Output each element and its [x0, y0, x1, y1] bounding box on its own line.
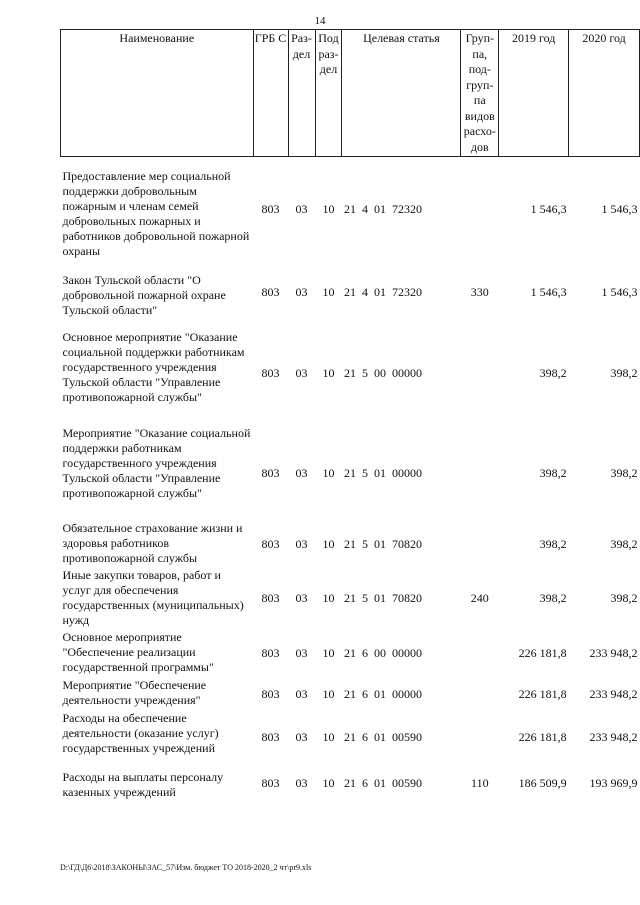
row-podrazdel: 10 — [322, 202, 335, 217]
header-grbs: ГРБ С — [253, 30, 288, 157]
row-name: Основное мероприятие "Оказание социальной поддержки работникам государственного учреждения Тульской области "Управление противопожарной службы" — [62, 329, 245, 404]
row-razdel: 03 — [295, 366, 308, 380]
row-grbs: 803 — [261, 686, 280, 701]
row-2019: 398,2 — [539, 536, 567, 551]
row-2020: 1 546,3 — [601, 284, 638, 299]
row-target: 21 5 01 70820 — [343, 591, 422, 605]
row-grbs: 803 — [261, 729, 280, 744]
row-2020: 233 948,2 — [589, 646, 638, 660]
row-razdel: 03 — [295, 202, 308, 217]
row-target: 21 6 01 00000 — [343, 686, 422, 701]
row-podrazdel: 10 — [322, 536, 335, 551]
header-podrazdel: Под раз-дел — [315, 30, 342, 157]
row-2020: 398,2 — [610, 536, 638, 551]
file-path-footer: D:\ГД\Д6\2018\ЗАКОНЫ\ЗАС_57\Изм. бюджет ТО 2018-2020_2 чт\pr9.xls — [60, 863, 312, 872]
row-group — [461, 678, 499, 711]
row-group: 330 — [470, 284, 489, 299]
row-name: Мероприятие "Оказание социальной поддержки работникам государственного учреждения Тульской области "Управление противопожарной службы" — [62, 425, 251, 500]
row-podrazdel: 10 — [322, 465, 335, 480]
row-target: 21 6 01 00590 — [343, 729, 422, 744]
row-group — [461, 630, 499, 678]
table-row — [61, 157, 640, 263]
table-row — [61, 322, 640, 426]
row-grbs: 803 — [261, 646, 280, 660]
row-name: Иные закупки товаров, работ и услуг для обеспечения государственных (муниципальных) нужд — [62, 567, 244, 627]
row-podrazdel: 10 — [322, 729, 335, 744]
row-razdel: 03 — [295, 284, 308, 299]
row-razdel: 03 — [295, 729, 308, 744]
row-group: 240 — [470, 591, 489, 605]
row-2019: 1 546,3 — [530, 284, 567, 299]
row-2019: 226 181,8 — [518, 729, 567, 744]
row-2019: 226 181,8 — [518, 646, 567, 660]
header-2020: 2020 год — [569, 30, 640, 157]
row-podrazdel: 10 — [322, 686, 335, 701]
header-group: Груп-па, под-груп-па видов расхо-дов — [461, 30, 499, 157]
row-group — [461, 521, 499, 568]
header-2019: 2019 год — [499, 30, 569, 157]
row-target: 21 5 00 00000 — [343, 366, 422, 380]
row-grbs: 803 — [261, 536, 280, 551]
row-2019: 226 181,8 — [518, 686, 567, 701]
row-2019: 186 509,9 — [518, 776, 567, 790]
row-name: Основное мероприятие "Обеспечение реализации государственной программы" — [62, 629, 214, 674]
row-2019: 1 546,3 — [530, 202, 567, 217]
table-row — [61, 630, 640, 678]
row-name: Закон Тульской области "О добровольной пожарной охране Тульской области" — [62, 272, 226, 317]
row-razdel: 03 — [295, 536, 308, 551]
row-2020: 1 546,3 — [601, 202, 638, 217]
row-razdel: 03 — [295, 646, 308, 660]
row-podrazdel: 10 — [322, 366, 335, 380]
row-target: 21 5 01 70820 — [343, 536, 422, 551]
row-group — [461, 322, 499, 426]
header-target: Целевая статья — [342, 30, 461, 157]
row-podrazdel: 10 — [322, 646, 335, 660]
table-row — [61, 678, 640, 711]
row-grbs: 803 — [261, 465, 280, 480]
table-header-row — [61, 30, 640, 157]
table-row — [61, 568, 640, 630]
row-group: 110 — [471, 776, 489, 790]
table-row — [61, 711, 640, 764]
header-name: Наименование — [61, 30, 254, 157]
row-razdel: 03 — [295, 465, 308, 480]
row-name: Мероприятие "Обеспечение деятельности учреждения" — [62, 677, 207, 707]
row-name: Расходы на выплаты персоналу казенных учреждений — [62, 769, 224, 799]
row-target: 21 4 01 72320 — [343, 284, 422, 299]
row-2020: 398,2 — [610, 591, 638, 605]
row-podrazdel: 10 — [322, 591, 335, 605]
table-row — [61, 521, 640, 568]
row-grbs: 803 — [261, 591, 280, 605]
row-group — [461, 711, 499, 764]
header-razdel: Раз-дел — [288, 30, 315, 157]
row-group — [461, 157, 499, 263]
row-2020: 398,2 — [610, 465, 638, 480]
row-grbs: 803 — [261, 202, 280, 217]
row-target: 21 5 01 00000 — [343, 465, 422, 480]
row-target: 21 6 01 00590 — [343, 776, 422, 790]
row-grbs: 803 — [261, 776, 280, 790]
row-2020: 398,2 — [610, 366, 638, 380]
row-podrazdel: 10 — [322, 776, 335, 790]
page-number: 14 — [314, 15, 326, 27]
row-razdel: 03 — [295, 776, 308, 790]
row-2019: 398,2 — [539, 465, 567, 480]
row-group — [461, 426, 499, 521]
row-grbs: 803 — [261, 284, 280, 299]
row-name: Расходы на обеспечение деятельности (оказание услуг) государственных учреждений — [62, 710, 219, 755]
table-row — [61, 764, 640, 804]
row-name: Обязательное страхование жизни и здоровья работников противопожарной службы — [62, 520, 243, 565]
row-razdel: 03 — [295, 686, 308, 701]
row-2020: 233 948,2 — [589, 686, 638, 701]
row-razdel: 03 — [295, 591, 308, 605]
row-target: 21 6 00 00000 — [343, 646, 422, 660]
table-row — [61, 426, 640, 521]
row-2020: 233 948,2 — [589, 729, 638, 744]
budget-table — [60, 29, 640, 804]
row-2019: 398,2 — [539, 591, 567, 605]
row-target: 21 4 01 72320 — [343, 202, 422, 217]
row-2019: 398,2 — [539, 366, 567, 380]
table-row — [61, 263, 640, 322]
row-2020: 193 969,9 — [589, 776, 638, 790]
row-podrazdel: 10 — [322, 284, 335, 299]
row-grbs: 803 — [261, 366, 280, 380]
row-name: Предоставление мер социальной поддержки добровольным пожарным и членам семей добровольных пожарных и работников добровольной пожарной охраны — [62, 169, 250, 258]
